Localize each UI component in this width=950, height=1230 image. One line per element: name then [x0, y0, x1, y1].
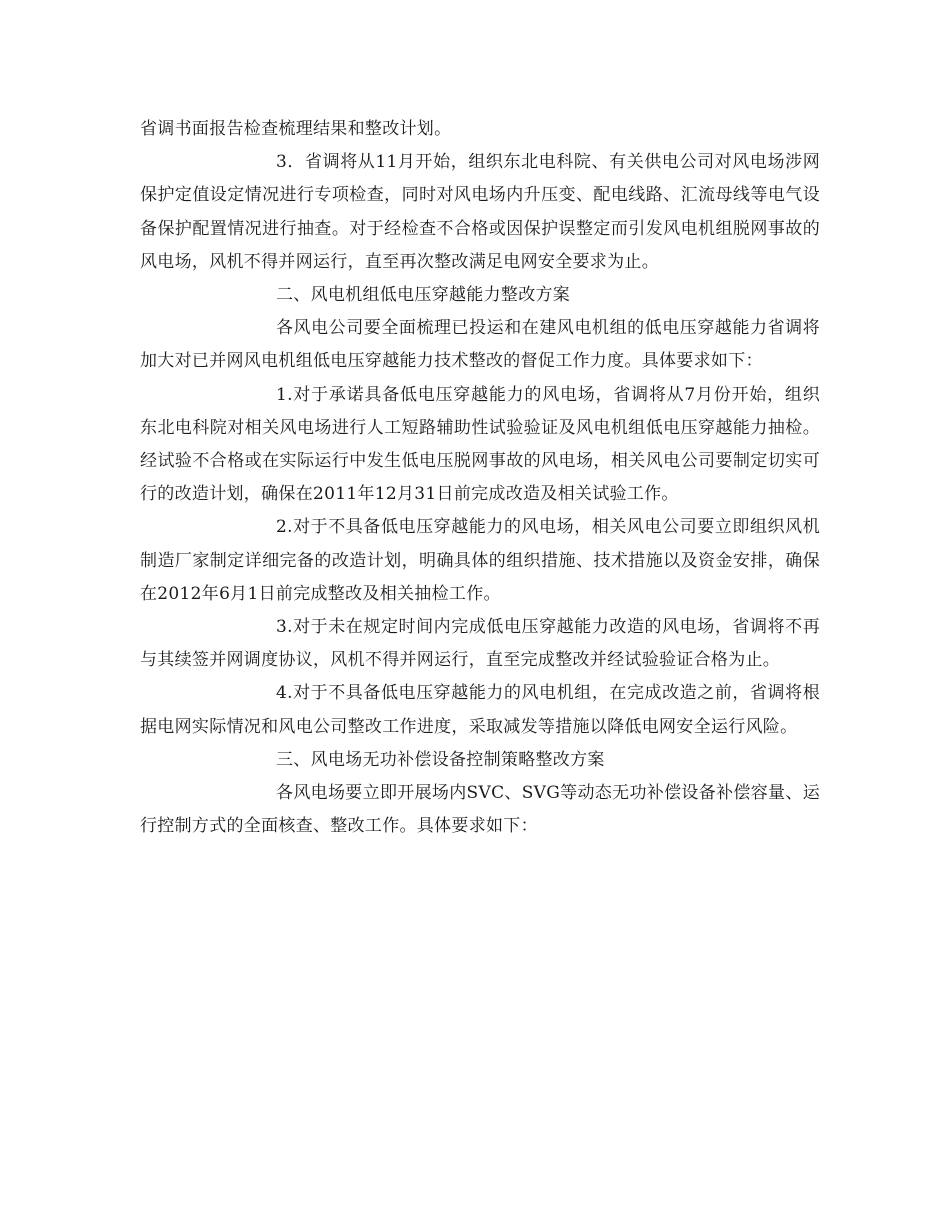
paragraph-item-2: 2.对于不具备低电压穿越能力的风电场，相关风电公司要立即组织风机制造厂家制定详细完备的改造计划，明确具体的组织措施、技术措施以及资金安排，确保在2012年6月1日前完成整改及相关抽检工作。 [140, 517, 820, 604]
paragraph-item-3: 3.对于未在规定时间内完成低电压穿越能力改造的风电场，省调将不再与其续签并网调度协议，风机不得并网运行，直至完成整改并经试验验证合格为止。 [140, 617, 820, 671]
paragraph-section-2-intro: 各风电公司要全面梳理已投运和在建风电机组的低电压穿越能力省调将加大对已并网风电机组低电压穿越能力技术整改的督促工作力度。具体要求如下： [140, 318, 820, 372]
paragraph-item-3-inspection: 3．省调将从11月开始，组织东北电科院、有关供电公司对风电场涉网保护定值设定情况进行专项检查，同时对风电场内升压变、配电线路、汇流母线等电气设备保护配置情况进行抽查。对于经检查不合格或因保护误整定而引发风电机组脱网事故的风电场，风机不得并网运行，直至再次整改满足电网安全要求为止。 [140, 152, 820, 272]
document-body [140, 113, 820, 843]
section-heading-3: 三、风电场无功补偿设备控制策略整改方案 [276, 749, 605, 770]
paragraph-section-3-intro: 各风电场要立即开展场内SVC、SVG等动态无功补偿设备补偿容量、运行控制方式的全面核查、整改工作。具体要求如下： [140, 783, 820, 837]
paragraph-item-4: 4.对于不具备低电压穿越能力的风电机组，在完成改造之前，省调将根据电网实际情况和风电公司整改工作进度，采取减发等措施以降低电网安全运行风险。 [140, 683, 820, 737]
paragraph-item-1: 1.对于承诺具备低电压穿越能力的风电场，省调将从7月份开始，组织东北电科院对相关风电场进行人工短路辅助性试验验证及风电机组低电压穿越能力抽检。经试验不合格或在实际运行中发生低电压脱网事故的风电场，相关风电公司要制定切实可行的改造计划，确保在2011年12月31日前完成改造及相关试验工作。 [140, 384, 820, 505]
section-heading-2: 二、风电机组低电压穿越能力整改方案 [276, 285, 571, 306]
paragraph-continuation: 省调书面报告检查梳理结果和整改计划。 [140, 119, 452, 139]
